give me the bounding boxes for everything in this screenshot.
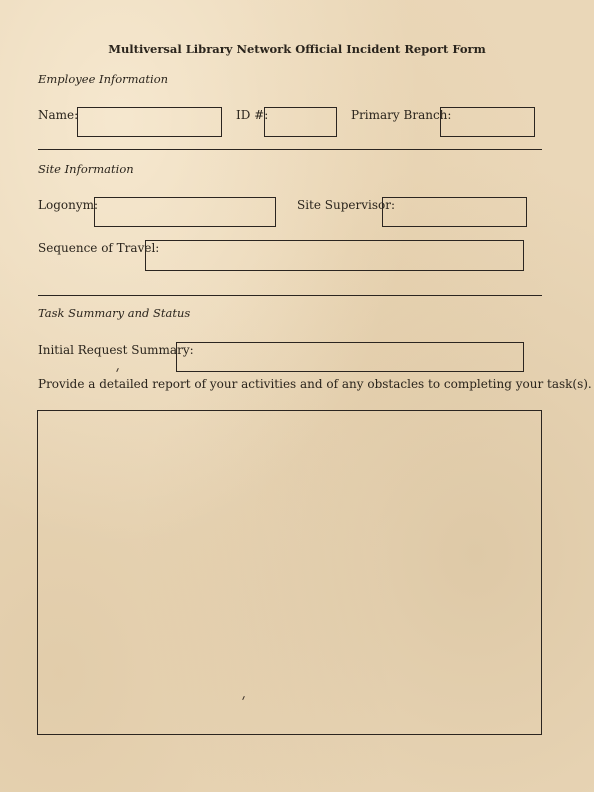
sequence-of-travel-field[interactable] — [145, 240, 524, 271]
logonym-label: Logonym: — [38, 198, 99, 212]
form-title: Multiversal Library Network Official Incident Report Form — [108, 42, 486, 56]
detailed-report-field[interactable] — [37, 410, 542, 735]
initial-request-summary-label: Initial Request Summary: — [38, 343, 194, 357]
section-divider — [38, 149, 542, 150]
id-label: ID #: — [236, 108, 269, 122]
logonym-field[interactable] — [94, 197, 276, 227]
section-divider — [38, 295, 542, 296]
primary-branch-label: Primary Branch: — [351, 108, 452, 122]
report-instruction: Provide a detailed report of your activities and of any obstacles to completing your task(s). — [38, 377, 592, 391]
name-label: Name: — [38, 108, 79, 122]
paper-speck — [116, 368, 119, 372]
site-supervisor-label: Site Supervisor: — [297, 198, 396, 212]
initial-request-summary-field[interactable] — [176, 342, 524, 372]
site-section-heading: Site Information — [38, 162, 134, 176]
name-field[interactable] — [77, 107, 222, 137]
site-supervisor-field[interactable] — [382, 197, 527, 227]
task-section-heading: Task Summary and Status — [38, 306, 191, 320]
id-field[interactable] — [264, 107, 337, 137]
primary-branch-field[interactable] — [440, 107, 535, 137]
sequence-of-travel-label: Sequence of Travel: — [38, 241, 160, 255]
employee-section-heading: Employee Information — [38, 72, 169, 86]
